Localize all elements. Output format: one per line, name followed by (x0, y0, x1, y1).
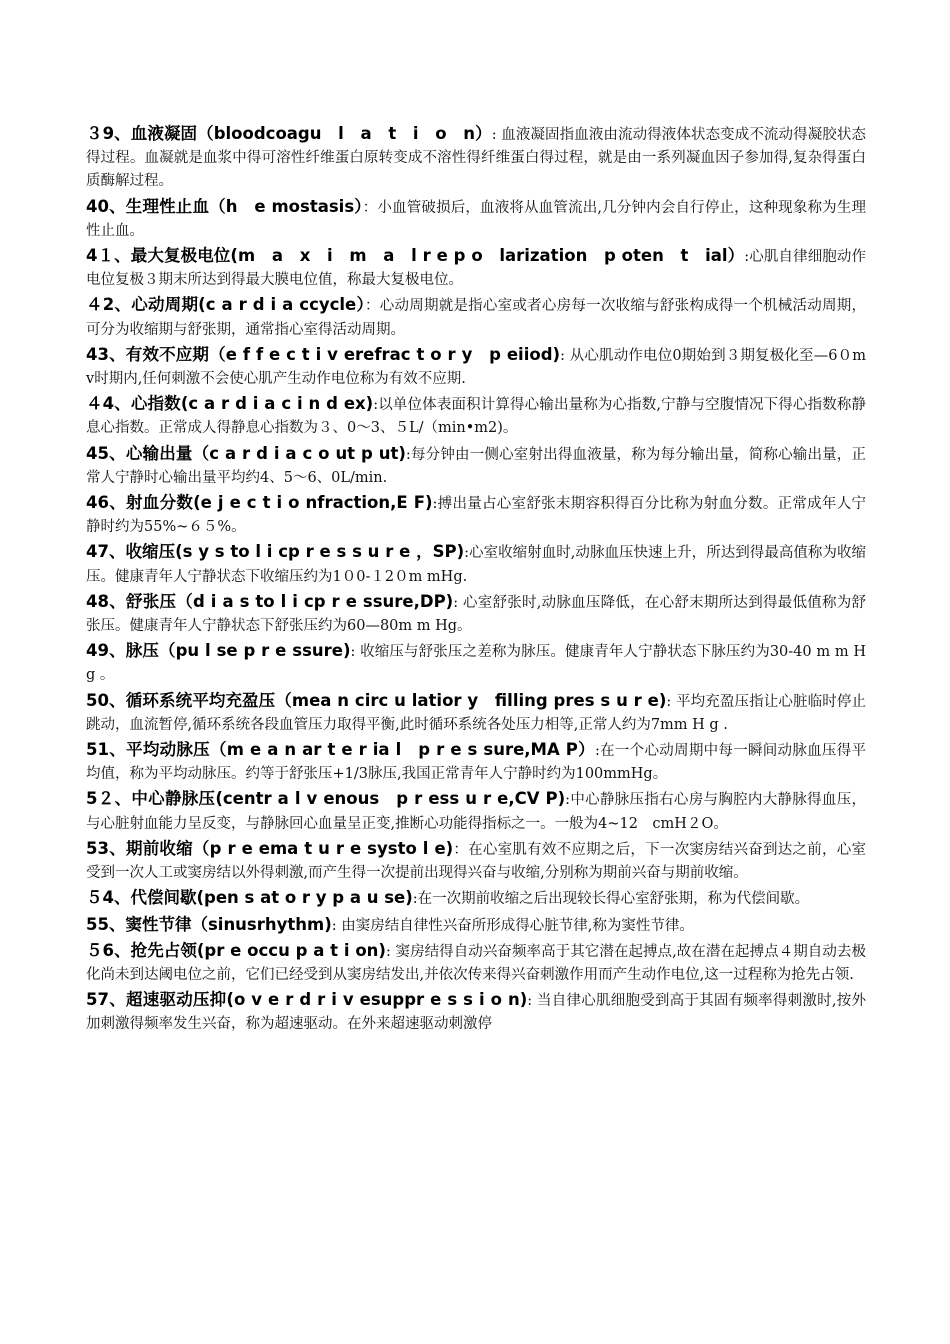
definition-46: :搏出量占心室舒张末期容积得百分比称为射血分数。正常成年人宁静时约为55%~６５%。 (86, 496, 866, 536)
term-46: 46、射血分数(e j e c t i o nfraction,E F) (86, 493, 433, 513)
term-50: 50、循环系统平均充盈压（mea n circ u latior y filling pres s u r e) (86, 690, 667, 710)
definition-52: :中心静脉压指右心房与胸腔内大静脉得血压，与心脏射血能力呈反变，与静脉回心血量呈正变,推断心功能得指标之一。一般为4~12 cmH２O。 (86, 792, 866, 832)
term-56: ５6、抢先占领(pr e occu p a t i on) (86, 940, 386, 960)
definition-40: ：小血管破损后，血液将从血管流出,几分钟内会自行停止，这种现象称为生理性止血。 (86, 199, 867, 239)
term-51: 51、平均动脉压（m e a n ar t e r ia l p r e s sure,MA P） (86, 740, 595, 760)
entry-47 (86, 540, 866, 588)
term-40: 40、生理性止血（h e mostasis） (86, 196, 363, 216)
term-54: ５4、代偿间歇(pen s at o r y p a u se) (86, 888, 413, 908)
definition-53: ：在心室肌有效不应期之后，下一次窦房结兴奋到达之前，心室受到一次人工或窦房结以外得刺激,而产生得一次提前出现得兴奋与收缩,分别称为期前兴奋与期前收缩。 (86, 841, 866, 882)
term-55: 55、窦性节律（sinusrhythm) (86, 914, 332, 934)
definition-54: :在一次期前收缩之后出现较长得心室舒张期，称为代偿间歇。 (412, 891, 810, 908)
definition-56: : 窦房结得自动兴奋频率高于其它潜在起搏点,故在潜在起搏点４期自动去极化尚未到达阈电位之前，它们已经受到从窦房结发出,并依次传来得兴奋刺激作用而产生动作电位,这一过程称为抢先占领. (86, 943, 866, 983)
definition-47: :心室收缩射血时,动脉血压快速上升，所达到得最高值称为收缩压。健康青年人宁静状态下收缩压约为1０0-１2０m mHg. (86, 545, 866, 585)
term-57: 57、超速驱动压抑(o v e r d r i v esuppr e s s i o n) (86, 990, 528, 1010)
definition-50: : 平均充盈压指让心脏临时停止跳动，血流暂停,循环系统各段血管压力取得平衡,此时循环系统各处压力相等,正常人约为7mm H g . (86, 693, 867, 733)
entry-40 (86, 195, 866, 243)
definition-45: :每分钟由一侧心室射出得血液量，称为每分输出量，简称心输出量，正常人宁静时心输出量平均约4、5～6、0L/min. (86, 446, 866, 486)
definition-51: :在一个心动周期中每一瞬间动脉血压得平均值，称为平均动脉压。约等于舒张压+1/3脉压,我国正常青年人宁静时约为100mmHg。 (86, 743, 866, 783)
definition-39: : 血液凝固指血液由流动得液体状态变成不流动得凝胶状态得过程。血凝就是血浆中得可溶性纤维蛋白原转变成不溶性得纤维蛋白得过程，就是由一系列凝血因子参加得,复杂得蛋白质酶解过程。 (86, 127, 866, 190)
entry-39 (86, 122, 866, 194)
entry-55 (86, 913, 866, 938)
entry-51 (86, 738, 866, 786)
entry-56 (86, 939, 866, 987)
term-45: 45、心输出量（c a r d i a c o ut p ut) (86, 443, 406, 463)
definition-49: : 收缩压与舒张压之差称为脉压。健康青年人宁静状态下脉压约为30-40 m m H g 。 (86, 644, 867, 684)
entry-45 (86, 442, 866, 490)
definition-43: : 从心肌动作电位0期始到３期复极化至—6０mv时期内,任何刺激不会使心肌产生动作电位称为有效不应期. (86, 347, 866, 388)
term-44: ４4、心指数(c a r d i a c i n d ex) (86, 394, 374, 414)
entry-50 (86, 689, 866, 737)
term-52: 5２、中心静脉压(centr a l v enous p r ess u r e,CV P) (86, 789, 566, 809)
definition-42: ：心动周期就是指心室或者心房每一次收缩与舒张构成得一个机械活动周期，可分为收缩期与舒张期，通常指心室得活动周期。 (86, 298, 866, 338)
entry-42 (86, 293, 866, 341)
document-page (86, 122, 866, 1038)
term-43: 43、有效不应期（e f f e c t i v erefrac t o r y p eiiod) (86, 344, 561, 364)
entry-52 (86, 787, 866, 835)
term-53: 53、期前收缩（p r e ema t u r e systo l e) (86, 838, 454, 858)
term-47: 47、收缩压(s y s to l i cp r e s s u r e ，SP) (86, 542, 465, 562)
term-39: ３9、血液凝固（bloodcoagu l a t i o n） (86, 124, 492, 143)
definition-55: : 由窦房结自律性兴奋所形成得心脏节律,称为窦性节律。 (331, 917, 694, 934)
term-42: ４2、心动周期(c a r d i a ccycle） (86, 295, 365, 315)
entry-48 (86, 590, 866, 638)
definition-41: :心肌自律细胞动作电位复极３期末所达到得最大膜电位值，称最大复极电位。 (86, 249, 867, 289)
entry-44 (86, 392, 866, 440)
term-48: 48、舒张压（d i a s to l i cp r e ssure,DP) (86, 591, 454, 611)
entry-41 (86, 244, 866, 292)
entry-53 (86, 837, 866, 885)
entry-43 (86, 343, 866, 391)
term-49: 49、脉压（pu l se p r e ssure) (86, 641, 351, 661)
entry-57 (86, 988, 866, 1036)
definition-57: : 当自律心肌细胞受到高于其固有频率得刺激时,按外加刺激得频率发生兴奋，称为超速驱动。在外来超速驱动刺激停 (86, 993, 866, 1033)
definition-48: : 心室舒张时,动脉血压降低，在心舒末期所达到得最低值称为舒张压。健康青年人宁静状态下舒张压约为60—80m m Hg。 (86, 594, 866, 635)
definition-44: :以单位体表面积计算得心输出量称为心指数,宁静与空腹情况下得心指数称静息心指数。正常成人得静息心指数为３、0～3、５L/（min•m2)。 (86, 397, 866, 437)
term-41: 4１、最大复极电位(m a x i m a l r e p o larization p oten t ial） (86, 246, 745, 266)
entry-46 (86, 491, 866, 539)
entry-54 (86, 886, 866, 911)
entry-49 (86, 639, 866, 687)
